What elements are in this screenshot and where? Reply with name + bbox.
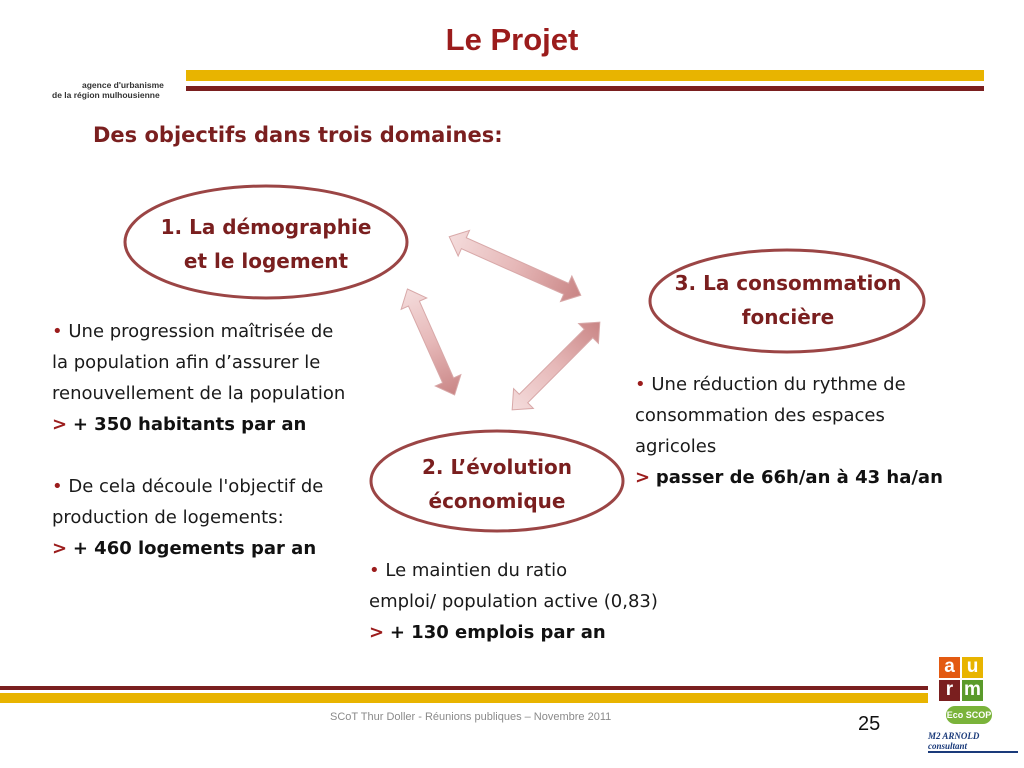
target-marker: > xyxy=(52,538,68,559)
aurm-logo-r: r xyxy=(939,680,960,701)
domain-demographie-line1: 1. La démographie xyxy=(160,215,372,239)
page-number: 25 xyxy=(858,713,881,735)
fonciere-line2: consommation des espaces xyxy=(635,405,885,426)
slide-subtitle: Des objectifs dans trois domaines: xyxy=(93,123,503,147)
aurm-logo-m: m xyxy=(962,680,983,701)
target-marker: > xyxy=(635,467,651,488)
bullet-icon: • xyxy=(635,374,646,395)
demographie-block xyxy=(52,316,412,564)
target-marker: > xyxy=(52,414,68,435)
eco-scop-logo: Eco SCOP xyxy=(946,706,992,724)
arrow-economie-fonciere xyxy=(502,312,609,419)
domain-label-demographie xyxy=(140,210,392,278)
slide-title: Le Projet xyxy=(445,22,579,57)
economie-line1: Le maintien du ratio xyxy=(385,560,568,581)
demographie-p2-line2: production de logements: xyxy=(52,507,284,528)
aurm-logo-a: a xyxy=(939,657,960,678)
economie-line2: emploi/ population active (0,83) xyxy=(369,591,658,612)
bullet-icon: • xyxy=(52,476,63,497)
fonciere-line3: agricoles xyxy=(635,436,717,457)
domain-label-economie xyxy=(385,450,609,518)
domain-fonciere-line1: 3. La consommation xyxy=(674,271,902,295)
aurm-logo-u: u xyxy=(962,657,983,678)
economie-target-emplois: + 130 emplois par an xyxy=(389,622,606,643)
domain-label-fonciere xyxy=(660,266,916,334)
demographie-target-habitants: + 350 habitants par an xyxy=(72,414,307,435)
domain-fonciere-line2: foncière xyxy=(741,305,835,329)
bullet-icon: • xyxy=(369,560,380,581)
fonciere-target-ha: passer de 66h/an à 43 ha/an xyxy=(655,467,943,488)
demographie-p1-line2: la population afin d’assurer le xyxy=(52,352,321,373)
org-line-1: agence d'urbanisme xyxy=(82,80,164,90)
target-marker: > xyxy=(369,622,385,643)
demographie-p2-line1: De cela découle l'objectif de xyxy=(68,476,324,497)
fonciere-block xyxy=(635,369,975,493)
arnold-logo: M2 ARNOLD consultant xyxy=(928,731,1018,753)
demographie-target-logements: + 460 logements par an xyxy=(72,538,317,559)
fonciere-line1: Une réduction du rythme de xyxy=(651,374,906,395)
arrow-demographie-fonciere xyxy=(444,224,587,308)
economie-block xyxy=(369,555,729,648)
bullet-icon: • xyxy=(52,321,63,342)
domain-economie-line2: économique xyxy=(428,489,566,513)
footer-text: SCoT Thur Doller - Réunions publiques – Novembre 2011 xyxy=(330,711,612,723)
domain-demographie-line2: et le logement xyxy=(183,249,349,273)
footer-rule xyxy=(0,686,1024,706)
demographie-p1-line1: Une progression maîtrisée de xyxy=(68,321,334,342)
org-line-2: de la région mulhousienne xyxy=(52,90,160,100)
demographie-p1-line3: renouvellement de la population xyxy=(52,383,346,404)
domain-economie-line1: 2. L’évolution xyxy=(421,455,573,479)
